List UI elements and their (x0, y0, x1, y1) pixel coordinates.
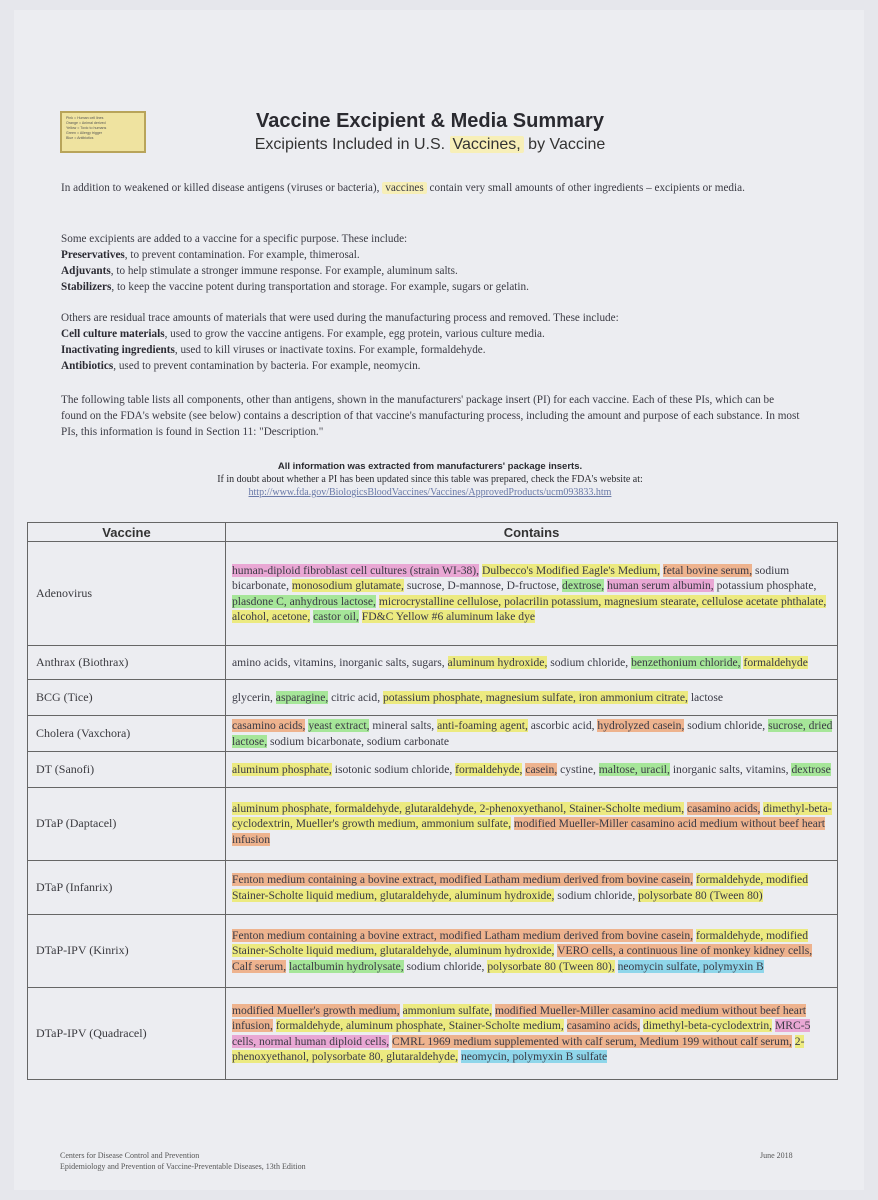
vaccine-name: DTaP-IPV (Quadracel) (28, 988, 226, 1080)
intro-text: , to help stimulate a stronger immune response. For example, aluminum salts. (110, 265, 458, 277)
vaccine-contents (226, 646, 838, 680)
notice-bold: All information was extracted from manufacturers' package inserts. (277, 461, 583, 472)
vaccine-name: Cholera (Vaxchora) (28, 716, 226, 752)
legend-line: Blue = Antibiotics (66, 136, 94, 140)
ingredient-blue: neomycin, polymyxin B sulfate (460, 1049, 608, 1063)
term-preservatives: Preservatives (61, 249, 125, 261)
vaccine-name: DTaP (Daptacel) (28, 788, 226, 861)
notice-text: If in doubt about whether a PI has been updated since this table was prepared, check the FDA's website at: (217, 474, 643, 485)
term-cell-culture: Cell culture materials (61, 328, 165, 340)
ingredient-yellow: dimethyl-beta-cyclodextrin, (642, 1019, 773, 1033)
ingredient-orange: modified Mueller's growth medium, (232, 1004, 400, 1018)
footer-source (60, 1150, 306, 1172)
page-subtitle (180, 136, 680, 154)
fda-link[interactable]: http://www.fda.gov/BiologicsBloodVaccines/Vaccines/ApprovedProducts/ucm093833.htm (248, 487, 612, 498)
intro-text: , used to kill viruses or inactivate toxins. For example, formaldehyde. (174, 344, 486, 356)
intro-paragraph-1 (61, 180, 801, 196)
color-legend (60, 111, 146, 153)
source-notice (100, 460, 760, 499)
ingredient-yellow: Dulbecco's Modified Eagle's Medium, (481, 564, 661, 578)
ingredient-plain: cystine, (557, 762, 599, 776)
vaccine-contents (226, 752, 838, 788)
intro-text: , used to grow the vaccine antigens. For example, egg protein, various culture media. (164, 328, 545, 340)
page-title: Vaccine Excipient & Media Summary (256, 110, 604, 132)
ingredient-yellow: potassium phosphate, magnesium sulfate, iron ammonium citrate, (383, 690, 688, 704)
vaccine-name: Adenovirus (28, 542, 226, 646)
vaccine-contents (226, 542, 838, 646)
ingredient-green: plasdone C, anhydrous lactose, (232, 594, 376, 608)
ingredient-green: maltose, uracil, (598, 762, 670, 776)
ingredient-green: castor oil, (313, 609, 359, 623)
ingredient-orange: hydrolyzed casein, (597, 719, 685, 733)
ingredient-yellow: aluminum phosphate, formaldehyde, glutaraldehyde, 2-phenoxyethanol, Stainer-Scholte medium, (232, 802, 685, 816)
legend-line: Yellow = Toxic to humans (66, 126, 107, 130)
ingredient-plain: lactose (687, 690, 724, 704)
ingredient-yellow: formaldehyde, modified Stainer-Scholte liquid medium, glutaraldehyde, aluminum hydroxide, (232, 873, 808, 902)
intro-text: Some excipients are added to a vaccine for a specific purpose. These include: (61, 233, 408, 245)
ingredient-plain: sucrose, D-mannose, D-fructose, (403, 579, 563, 593)
vaccine-table (27, 522, 838, 1080)
legend-line: Green = Allergy trigger (66, 131, 103, 135)
ingredient-orange: casamino acids, (566, 1019, 641, 1033)
vaccine-name: Anthrax (Biothrax) (28, 646, 226, 680)
subtitle-pre: Excipients Included in U.S. (254, 136, 446, 153)
ingredient-pink: human-diploid fibroblast cell cultures (strain WI-38), (232, 564, 480, 578)
vaccine-contents (226, 716, 838, 752)
table-row (28, 915, 838, 988)
vaccine-name: DTaP (Infanrix) (28, 861, 226, 915)
ingredient-yellow: aluminum hydroxide, (447, 655, 548, 669)
intro-text: , to keep the vaccine potent during transportation and storage. For example, sugars or gelatin. (111, 281, 529, 293)
ingredient-orange: Fenton medium containing a bovine extract, modified Latham medium derived from bovine casein, (232, 873, 694, 887)
ingredient-orange: fetal bovine serum, (662, 564, 753, 578)
ingredient-green: lactalbumin hydrolysate, (289, 959, 404, 973)
footer-line: Centers for Disease Control and Prevention (60, 1151, 200, 1160)
ingredient-pink: human serum albumin, (607, 579, 714, 593)
ingredient-green: dextrose (791, 762, 831, 776)
ingredient-plain: sodium chloride, (554, 888, 639, 902)
header-vaccine: Vaccine (28, 523, 226, 542)
ingredient-pink: MRC-5 cells, normal human diploid cells, (232, 1019, 811, 1048)
ingredient-orange: Fenton medium containing a bovine extract, modified Latham medium derived from bovine casein, (232, 929, 694, 943)
legend-line: Orange = Animal derived (66, 121, 106, 125)
ingredient-yellow: aluminum phosphate, (232, 762, 332, 776)
legend-line: Pink = Human cell lines (66, 116, 104, 120)
term-stabilizers: Stabilizers (61, 281, 112, 293)
ingredient-yellow: formaldehyde, (455, 762, 523, 776)
table-body (28, 542, 838, 1080)
ingredient-orange: casamino acids, (687, 802, 761, 816)
ingredient-yellow: FD&C Yellow #6 aluminum lake dye (361, 609, 536, 623)
ingredient-plain: inorganic salts, vitamins, (669, 762, 792, 776)
ingredient-plain: sodium bicarbonate, (232, 564, 790, 593)
vaccine-contents (226, 988, 838, 1080)
intro-text: contain very small amounts of other ingredients – excipients or media. (429, 182, 745, 194)
intro-paragraph-3 (61, 310, 801, 374)
ingredient-yellow: anti-foaming agent, (437, 719, 528, 733)
table-row (28, 542, 838, 646)
ingredient-yellow: formaldehyde, aluminum phosphate, Stainer-Scholte medium, (275, 1019, 564, 1033)
term-inactivating: Inactivating ingredients (61, 344, 175, 356)
ingredient-plain: sodium bicarbonate, sodium carbonate (267, 734, 449, 748)
ingredient-plain: glycerin, (232, 690, 276, 704)
term-adjuvants: Adjuvants (61, 265, 111, 277)
ingredient-blue: neomycin sulfate, polymyxin B (617, 959, 764, 973)
vaccine-name: DTaP-IPV (Kinrix) (28, 915, 226, 988)
ingredient-plain: isotonic sodium chloride, (331, 762, 456, 776)
subtitle-post: by Vaccine (528, 136, 606, 153)
intro-text: , to prevent contamination. For example, thimerosal. (124, 249, 360, 261)
ingredient-yellow: polysorbate 80 (Tween 80), (487, 959, 615, 973)
ingredient-plain: sodium chloride, (547, 655, 632, 669)
ingredient-plain: amino acids, vitamins, inorganic salts, sugars, (232, 655, 448, 669)
subtitle-highlight: Vaccines, (450, 136, 524, 153)
ingredient-orange: CMRL 1969 medium supplemented with calf serum, Medium 199 without calf serum, (392, 1034, 792, 1048)
ingredient-orange: VERO cells, a continuous line of monkey kidney cells, Calf serum, (232, 944, 813, 973)
intro-text: In addition to weakened or killed disease antigens (viruses or bacteria), (61, 182, 380, 194)
intro-paragraph-4: The following table lists all components, other than antigens, shown in the manufacturers' package insert (PI) for each vaccine. Each of these PIs, which can be found on the FDA's website (see below) contains a description of that vaccine's manufacturing process, including the amount and purpose of each substance. In most PIs, this information is found in Section 11: "Description." (61, 394, 800, 438)
ingredient-plain: potassium phosphate, (713, 579, 817, 593)
ingredient-orange: modified Mueller-Miller casamino acid medium without beef heart infusion, (232, 1004, 807, 1033)
ingredient-yellow: formaldehyde (743, 655, 808, 669)
table-row (28, 788, 838, 861)
vaccine-name: BCG (Tice) (28, 680, 226, 716)
table-header-row (28, 523, 838, 542)
intro-text: Others are residual trace amounts of materials that were used during the manufacturing process and removed. These include: (61, 312, 619, 324)
header-contains: Contains (226, 523, 838, 542)
ingredient-green: benzethonium chloride, (631, 655, 741, 669)
footer-date: June 2018 (760, 1151, 793, 1160)
table-row (28, 861, 838, 915)
ingredient-yellow: dimethyl-beta-cyclodextrin, Mueller's growth medium, ammonium sulfate, (232, 802, 832, 831)
term-antibiotics: Antibiotics (61, 360, 114, 372)
vaccine-name: DT (Sanofi) (28, 752, 226, 788)
intro-paragraph-2 (61, 231, 801, 295)
ingredient-plain: mineral salts, (369, 719, 438, 733)
ingredient-plain: ascorbic acid, (527, 719, 598, 733)
ingredient-orange: casein, (525, 762, 558, 776)
ingredient-orange: casamino acids, (232, 719, 306, 733)
ingredient-yellow: microcrystalline cellulose, polacrilin potassium, magnesium stearate, cellulose acetate phthalate, alcohol, acetone, (232, 594, 827, 623)
ingredient-green: asparagine, (275, 690, 329, 704)
ingredient-plain: sodium chloride, (684, 719, 769, 733)
table-row (28, 752, 838, 788)
table-row (28, 680, 838, 716)
vaccine-contents (226, 680, 838, 716)
table-row (28, 716, 838, 752)
table-row (28, 988, 838, 1080)
ingredient-green: sucrose, dried lactose, (232, 719, 833, 748)
intro-highlight: vaccines (382, 182, 427, 194)
vaccine-contents (226, 788, 838, 861)
footer-line: Epidemiology and Prevention of Vaccine-Preventable Diseases, 13th Edition (60, 1162, 306, 1171)
intro-text: , used to prevent contamination by bacteria. For example, neomycin. (113, 360, 421, 372)
ingredient-yellow: polysorbate 80 (Tween 80) (638, 888, 763, 902)
ingredient-yellow: 2-phenoxyethanol, polysorbate 80, glutaraldehyde, (232, 1034, 805, 1063)
table-row (28, 646, 838, 680)
ingredient-green: yeast extract, (308, 719, 370, 733)
ingredient-yellow: formaldehyde, modified Stainer-Scholte liquid medium, glutaraldehyde, aluminum hydroxide, (232, 929, 808, 958)
ingredient-plain: sodium chloride, (403, 959, 488, 973)
ingredient-yellow: monosodium glutamate, (291, 579, 404, 593)
ingredient-green: dextrose, (562, 579, 605, 593)
vaccine-contents (226, 915, 838, 988)
ingredient-orange: modified Mueller-Miller casamino acid medium without beef heart infusion (232, 817, 825, 846)
vaccine-contents (226, 861, 838, 915)
ingredient-plain: citric acid, (328, 690, 383, 704)
ingredient-yellow: ammonium sulfate, (402, 1004, 493, 1018)
